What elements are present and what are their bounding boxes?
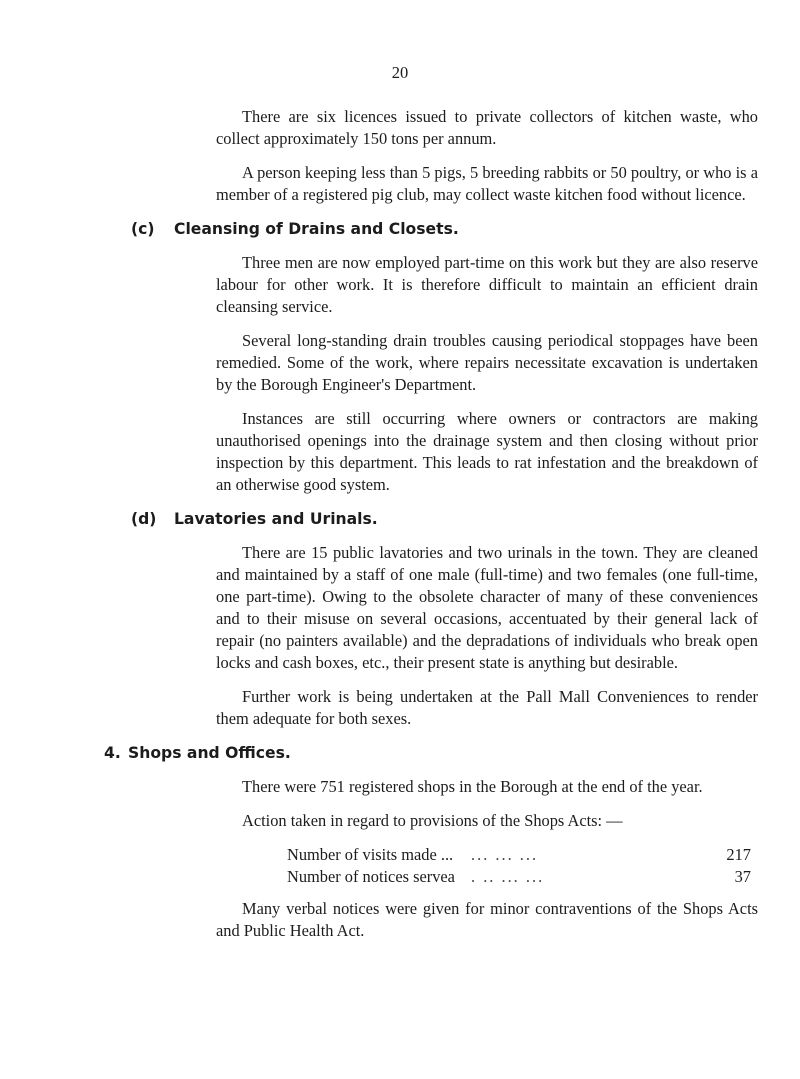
- stats-row: [287, 866, 751, 888]
- page-number: 20: [391, 63, 409, 82]
- intro-paragraph-2: A person keeping less than 5 pigs, 5 breeding rabbits or 50 poultry, or who is a member of a registered pig club, may collect waste kitchen food without licence.: [216, 163, 758, 204]
- section-c-paragraph-3: Instances are still occurring where owners or contractors are making unauthorised openings into the drainage system and then closing without prior inspection by this department. This leads to rat infestation and the breakdown of an otherwise good system.: [216, 409, 758, 494]
- section-c-marker: (c): [131, 220, 155, 238]
- stats-leader-dots: ... ... ...: [471, 845, 539, 864]
- page-content: [0, 106, 800, 954]
- section-4-heading: [0, 742, 800, 764]
- section-c-heading: [0, 218, 800, 240]
- stats-row: [287, 844, 751, 866]
- section-d-title: Lavatories and Urinals.: [174, 510, 378, 528]
- section-d-paragraph-2: Further work is being undertaken at the Pall Mall Conveniences to render them adequate for both sexes.: [216, 687, 758, 728]
- section-d-paragraph-1: There are 15 public lavatories and two urinals in the town. They are cleaned and maintained by a staff of one male (full-time) and two females (one full-time, one part-time). Owing to the obsolete character of many of these conveniences and to their misuse on several occasions, accentuated by their general lack of repair (no painters available) and the depradations of individuals who break open locks and cash boxes, etc., their present state is anything but desirable.: [216, 543, 758, 672]
- section-c-paragraph-1: Three men are now employed part-time on this work but they are also reserve labour for other work. It is therefore difficult to maintain an efficient drain cleansing service.: [216, 253, 758, 316]
- stats-leader-dots: . .. ... ...: [471, 867, 545, 886]
- section-4-title: Shops and Offices.: [128, 744, 291, 762]
- section-4-paragraph-1: There were 751 registered shops in the Borough at the end of the year.: [242, 777, 703, 796]
- stats-label: Number of visits made ...: [287, 845, 454, 864]
- section-4-paragraph-2: Action taken in regard to provisions of the Shops Acts: —: [242, 811, 623, 830]
- section-c-title: Cleansing of Drains and Closets.: [174, 220, 459, 238]
- section-4-marker: 4.: [104, 744, 121, 762]
- shops-acts-stats: [0, 844, 751, 888]
- stats-value: 217: [726, 845, 751, 864]
- section-d-marker: (d): [131, 510, 157, 528]
- section-c-paragraph-2: Several long-standing drain troubles causing periodical stoppages have been remedied. Some of the work, where repairs necessitate excavation is undertaken by the Borough Engineer's Department.: [216, 331, 758, 394]
- section-4-paragraph-3: Many verbal notices were given for minor contraventions of the Shops Acts and Public Health Act.: [216, 899, 758, 940]
- intro-paragraph-1: There are six licences issued to private collectors of kitchen waste, who collect approximately 150 tons per annum.: [216, 107, 758, 148]
- stats-value: 37: [734, 867, 751, 886]
- stats-label: Number of notices servea: [287, 867, 455, 886]
- section-d-heading: [0, 508, 800, 530]
